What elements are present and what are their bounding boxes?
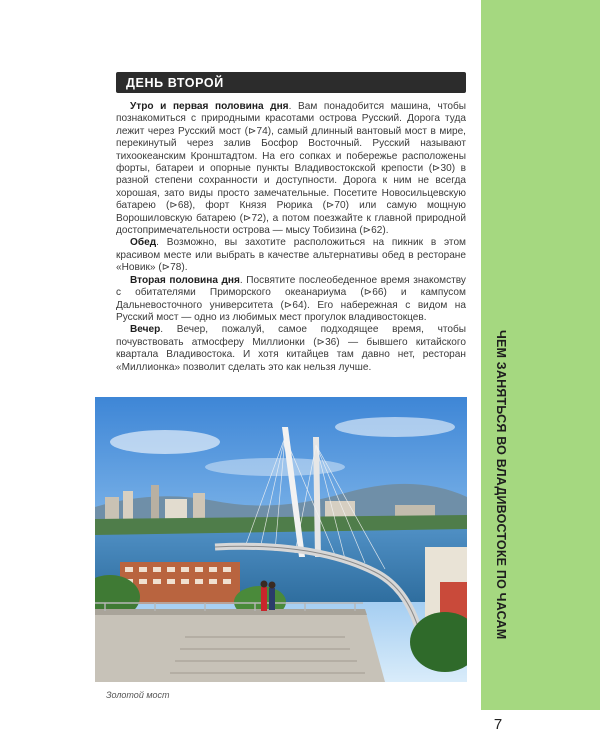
paragraph-lunch-label: Обед bbox=[130, 237, 157, 249]
paragraph-evening-text: . Вечер, пожалуй, самое подходящее время, чтобы почувствовать атмосферу Миллионки (⊳36) — бывшего китайского квартала Владивостока. И хотя китайцев там давно нет, ресторан «Миллионка» позволит сделать это как нельзя лучше. bbox=[116, 324, 466, 373]
day-heading: ДЕНЬ ВТОРОЙ bbox=[126, 75, 224, 90]
body-text bbox=[116, 101, 466, 374]
paragraph-morning bbox=[116, 101, 466, 237]
paragraph-lunch bbox=[116, 237, 466, 274]
paragraph-evening-label: Вечер bbox=[130, 324, 161, 336]
paragraph-lunch-text: . Возможно, вы захотите расположиться на пикник в этом красивом месте или выбрать в качестве альтернативы обед в ресторане «Новик» (⊳78). bbox=[116, 237, 466, 274]
paragraph-evening bbox=[116, 324, 466, 374]
photo-caption: Золотой мост bbox=[106, 690, 170, 700]
paragraph-morning-label: Утро и первая половина дня bbox=[130, 101, 289, 112]
day-heading-bar bbox=[116, 72, 466, 93]
paragraph-afternoon-label: Вторая половина дня bbox=[130, 274, 240, 286]
paragraph-afternoon-text: . Посвятите послеобеденное время знакомству с обитателями Приморского океанариума (⊳66) и кампусом Дальневосточного университета (⊳64). Его набережная с видом на Русский мост — одно из любимых мест прогулок владивостокцев. bbox=[116, 274, 466, 323]
section-side-title-text: ЧЕМ ЗАНЯТЬСЯ ВО ВЛАДИВОСТОКЕ ПО ЧАСАМ bbox=[494, 330, 508, 640]
section-side-title bbox=[481, 270, 521, 700]
paragraph-afternoon bbox=[116, 275, 466, 325]
paragraph-morning-text: . Вам понадобится машина, чтобы познакомиться с природными красотами острова Русский. Дорога туда лежит через Русский мост (⊳74), самый длинный вантовый мост в мире, перекинутый через залив Босфор Восточный. Русский называют тихоокеанским Кронштадтом. На его сопках и побережье расположены форты, батареи и опорные пункты Владивостокской крепости (⊳30) в разной степени сохранности и доступности. Дорога к ним не всегда хорошая, зато виды просто замечательные. Посетите Новосильцевскую батарею (⊳68), форт Князя Рюрика (⊳70) или самую мощную Ворошиловскую батарею (⊳72), а потом поезжайте к главной природной достопримечательности острова — мысу Тобизина (⊳62). bbox=[116, 101, 466, 237]
page-number: 7 bbox=[493, 716, 503, 733]
golden-bridge-photo bbox=[95, 397, 467, 682]
